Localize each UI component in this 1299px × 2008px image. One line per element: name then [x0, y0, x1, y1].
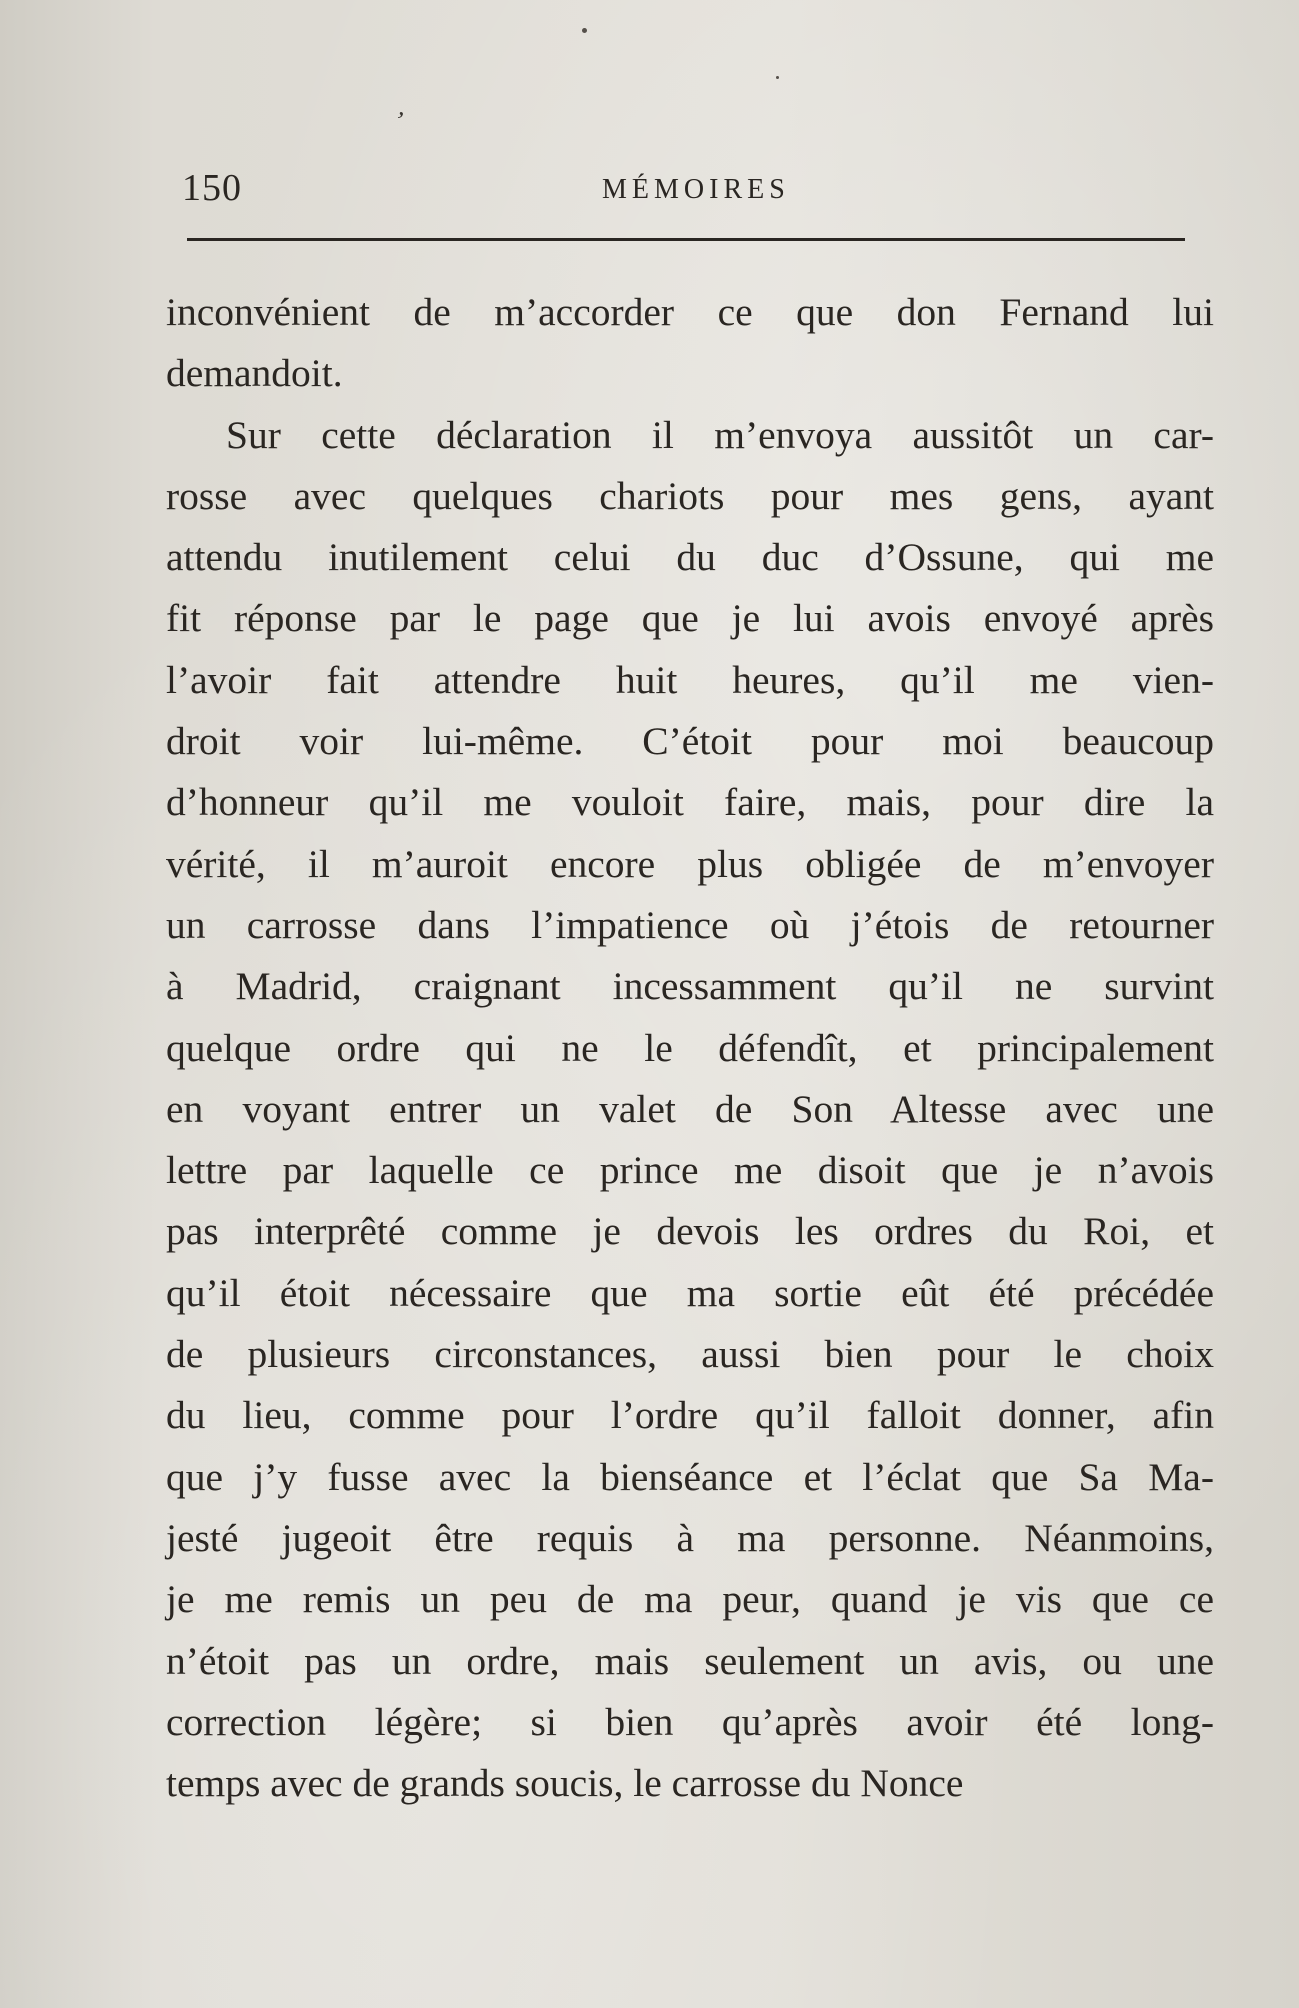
- text-line: n’étoit pas un ordre, mais seulement un avis, ou une: [166, 1638, 1214, 1683]
- text-line: fit réponse par le page que je lui avois envoyé après: [166, 596, 1214, 641]
- text-line: à Madrid, craignant incessamment qu’il ne survint: [166, 964, 1214, 1009]
- ink-mark: ,: [396, 91, 411, 122]
- text-line: attendu inutilement celui du duc d’Ossune, qui me: [166, 535, 1214, 580]
- paragraph: [166, 405, 1214, 1815]
- text-line: demandoit.: [166, 351, 343, 396]
- page-number: 150: [182, 167, 242, 209]
- text-line: vérité, il m’auroit encore plus obligée de m’envoyer: [166, 841, 1214, 886]
- page-header: [182, 166, 1172, 216]
- text-line: inconvénient de m’accorder ce que don Fernand lui: [166, 290, 1214, 334]
- text-line: un carrosse dans l’impatience où j’étois de retourner: [166, 902, 1214, 947]
- header-rule: [187, 238, 1185, 241]
- text-line: jesté jugeoit être requis à ma personne. Néanmoins,: [166, 1515, 1214, 1560]
- text-line: lettre par laquelle ce prince me disoit que je n’avois: [166, 1148, 1214, 1193]
- body-text: [166, 282, 1214, 1814]
- paragraph: [166, 282, 1214, 405]
- text-line: correction légère; si bien qu’après avoir été long-: [166, 1699, 1214, 1744]
- text-line: quelque ordre qui ne le défendît, et principalement: [166, 1025, 1214, 1070]
- text-line: qu’il étoit nécessaire que ma sortie eût été précédée: [166, 1270, 1214, 1315]
- text-line: temps avec de grands soucis, le carrosse du Nonce: [166, 1761, 964, 1806]
- text-line: je me remis un peu de ma peur, quand je vis que ce: [166, 1577, 1214, 1622]
- text-line: d’honneur qu’il me vouloit faire, mais, pour dire la: [166, 780, 1214, 825]
- text-line: l’avoir fait attendre huit heures, qu’il me vien-: [166, 657, 1214, 702]
- text-line: Sur cette déclaration il m’envoya aussitôt un car-: [226, 412, 1214, 457]
- text-line: du lieu, comme pour l’ordre qu’il falloit donner, afin: [166, 1393, 1214, 1438]
- text-line: rosse avec quelques chariots pour mes gens, ayant: [166, 473, 1214, 518]
- text-line: que j’y fusse avec la bienséance et l’éclat que Sa Ma-: [166, 1454, 1214, 1499]
- ink-speck: [776, 76, 779, 79]
- text-line: droit voir lui-même. C’étoit pour moi beaucoup: [166, 719, 1214, 764]
- ink-speck: [582, 28, 587, 33]
- running-head: MÉMOIRES: [602, 174, 790, 205]
- text-line: de plusieurs circonstances, aussi bien pour le choix: [166, 1332, 1214, 1377]
- text-line: en voyant entrer un valet de Son Altesse avec une: [166, 1086, 1214, 1131]
- text-line: pas interprêté comme je devois les ordres du Roi, et: [166, 1209, 1214, 1254]
